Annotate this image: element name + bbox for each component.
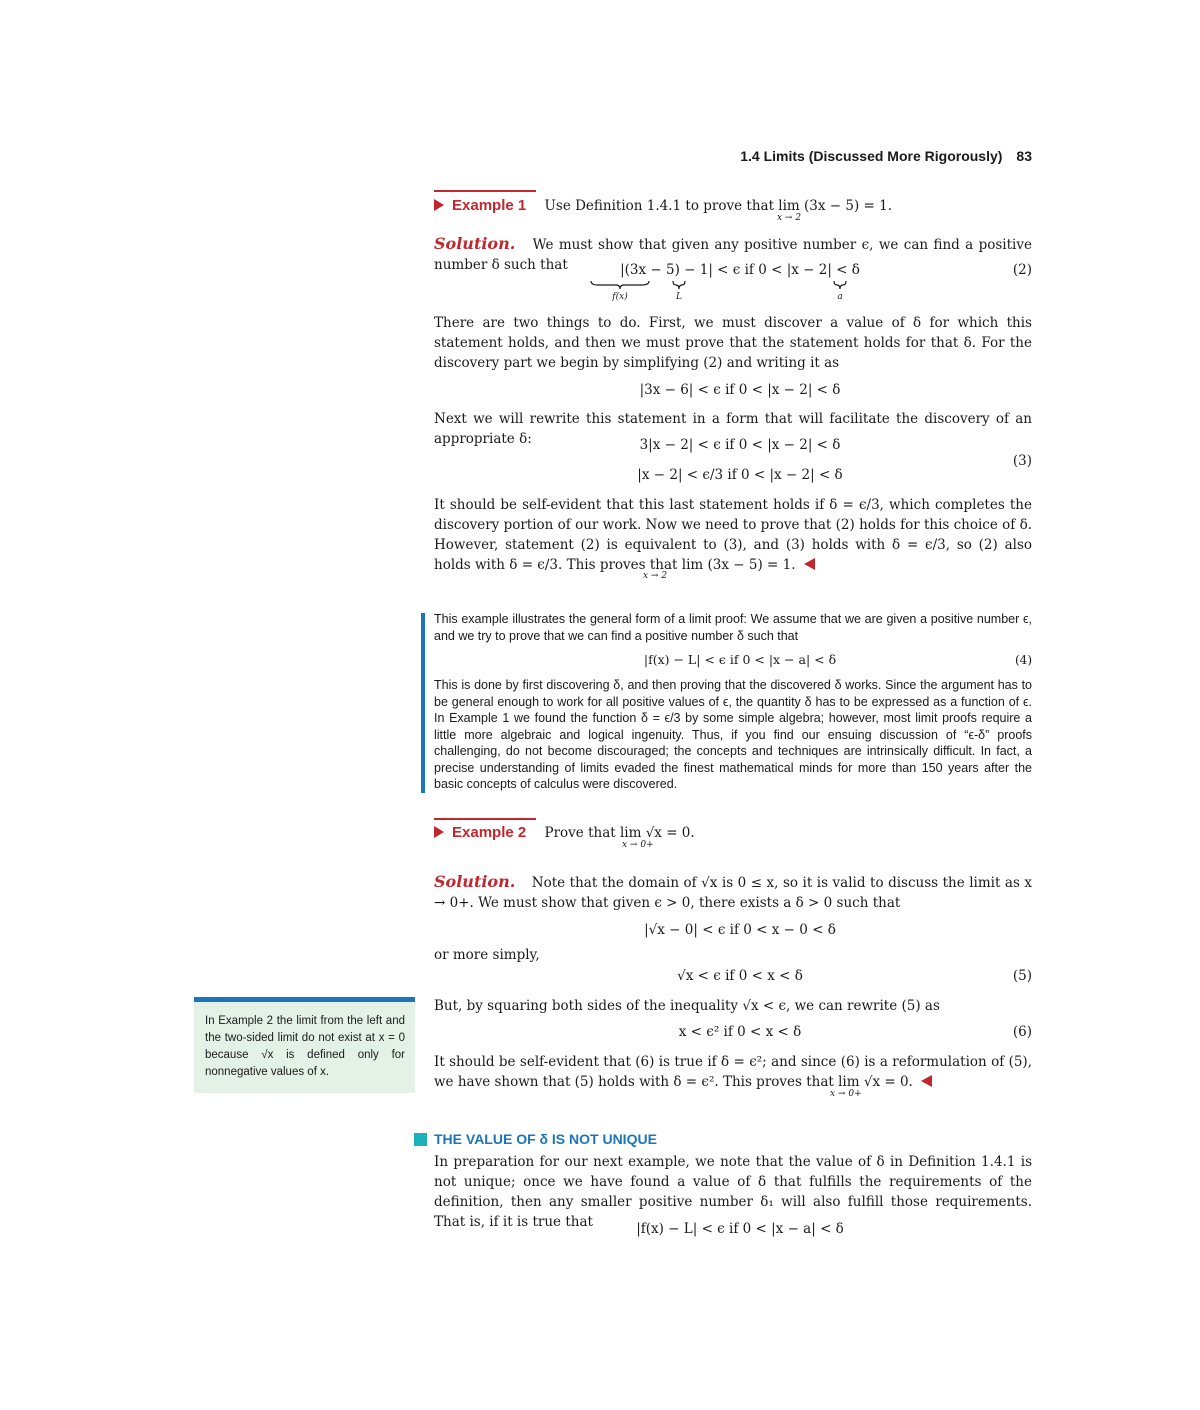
brace-label-L: L — [676, 292, 682, 302]
running-header — [726, 148, 1032, 164]
end-example-triangle-icon — [804, 558, 815, 570]
example1-statement: Use Definition 1.4.1 to prove that lim (3x − 5) = 1. — [544, 198, 893, 214]
example1-solution-text: We must show that given any positive number ϵ, we can find a positive number δ such that — [434, 237, 1032, 273]
equation-3a: 3|x − 2| < ϵ if 0 < |x − 2| < δ — [639, 437, 841, 453]
brace-label-fx: f(x) — [612, 292, 628, 302]
example1-solution-label: Solution. — [434, 234, 516, 253]
example2-para-end-lim-subscript: x → 0+ — [830, 1089, 862, 1099]
example1-label: Example 1 — [434, 197, 526, 214]
underbrace-fx-icon — [590, 280, 650, 290]
section-title: THE VALUE OF δ IS NOT UNIQUE — [434, 1131, 657, 1147]
margin-note-text: In Example 2 the limit from the left and the two-sided limit do not exist at x = 0 because √x is defined only for nonnegative values of x. — [205, 1015, 405, 1078]
triangle-marker-icon — [434, 199, 444, 211]
example2-label: Example 2 — [434, 824, 526, 841]
example1-paragraph-3: It should be self-evident that this last statement holds if δ = ϵ/3, which completes the discovery portion of our work. Now we need to prove that (2) holds for this choice of δ. However, statement (2) is equivalent to (3), and (3) holds with δ = ϵ/3, so (2) also holds with δ = ϵ/3. This proves that lim (3x − 5) = 1. — [434, 497, 1032, 573]
example2-rule — [434, 818, 536, 820]
underbrace-L-icon — [672, 280, 686, 290]
equation-3b: |x − 2| < ϵ/3 if 0 < |x − 2| < δ — [637, 467, 843, 483]
underbrace-a-icon — [833, 280, 847, 290]
example1-para3-lim-subscript: x → 2 — [643, 571, 668, 581]
section-text: In preparation for our next example, we note that the value of δ in Definition 1.4.1 is not unique; once we have found a value of δ that fulfills the requirements of the definition, then any smaller positive number δ₁ will also fulfill those requirements. That is, if it is true that — [434, 1154, 1032, 1230]
end-example-triangle-icon — [921, 1075, 932, 1087]
example2-solution-label: Solution. — [434, 872, 516, 891]
equation-sqrt-abs: |√x − 0| < ϵ if 0 < x − 0 < δ — [644, 922, 836, 938]
equation-5-number: (5) — [1012, 968, 1032, 984]
section-square-icon — [414, 1133, 427, 1146]
equation-last: |f(x) − L| < ϵ if 0 < |x − a| < δ — [636, 1221, 844, 1237]
equation-4: |f(x) − L| < ϵ if 0 < |x − a| < δ — [643, 652, 837, 667]
example2-lim-subscript: x → 0+ — [622, 840, 654, 850]
example2-paragraph-end: It should be self-evident that (6) is true if δ = ϵ²; and since (6) is a reformulation of (5), we have shown that (5) holds with δ = ϵ². This proves that lim √x = 0. — [434, 1054, 1032, 1090]
note-sidebar-bar — [421, 613, 425, 793]
example1-paragraph-2: Next we will rewrite this statement in a form that will facilitate the discovery of an appropriate δ: — [434, 411, 1032, 447]
triangle-marker-icon — [434, 826, 444, 838]
example2-statement: Prove that lim √x = 0. — [544, 825, 695, 841]
note-text-1: This example illustrates the general form of a limit proof: We assume that we are given a positive number ϵ, and we try to prove that we can find a positive number δ such that — [434, 612, 1032, 643]
example1-paragraph-1: There are two things to do. First, we must discover a value of δ for which this statement holds, and then we must prove that the statement holds for that δ. For the discovery part we begin by simplifying (2) and writing it as — [434, 315, 1032, 371]
equation-simplified: |3x − 6| < ϵ if 0 < |x − 2| < δ — [639, 382, 841, 398]
brace-label-a: a — [837, 292, 843, 302]
note-text-2: This is done by first discovering δ, and then proving that the discovered δ works. Since the argument has to be general enough to work for all positive values of ϵ, the quantity δ has to be expressed as a function of ϵ. In Example 1 we found the function δ = ϵ/3 by some simple algebra; however, most limit proofs require a little more algebraic and logical ingenuity. Thus, if you find our ensuing discussion of “ϵ-δ” proofs challenging, do not become discouraged; the concepts and techniques are intrinsically difficult. In fact, a precise understanding of limits evaded the finest mathematical minds for more than 150 years after the basic concepts of calculus were discovered. — [434, 678, 1032, 791]
equation-4-number: (4) — [1015, 653, 1032, 667]
or-more-simply-text: or more simply, — [434, 947, 540, 963]
example2-solution-intro — [434, 872, 1032, 913]
header-section-title: 1.4 Limits (Discussed More Rigorously) — [740, 148, 1003, 164]
example1-rule — [434, 190, 536, 192]
equation-2-number: (2) — [1012, 262, 1032, 278]
example2-solution-text: Note that the domain of √x is 0 ≤ x, so it is valid to discuss the limit as x → 0+. We must show that given ϵ > 0, there exists a δ > 0 such that — [434, 875, 1032, 911]
example1-heading — [434, 197, 892, 214]
equation-6-number: (6) — [1012, 1024, 1032, 1040]
equation-5: √x < ϵ if 0 < x < δ — [677, 968, 803, 984]
equation-2: |(3x − 5) − 1| < ϵ if 0 < |x − 2| < δ — [620, 262, 860, 278]
example2-paragraph-square: But, by squaring both sides of the inequality √x < ϵ, we can rewrite (5) as — [434, 998, 940, 1014]
example1-lim-subscript: x → 2 — [777, 213, 802, 223]
equation-3-number: (3) — [1012, 453, 1032, 469]
equation-6: x < ϵ² if 0 < x < δ — [678, 1024, 802, 1040]
example2-heading — [434, 824, 695, 841]
page-number: 83 — [1016, 148, 1032, 164]
